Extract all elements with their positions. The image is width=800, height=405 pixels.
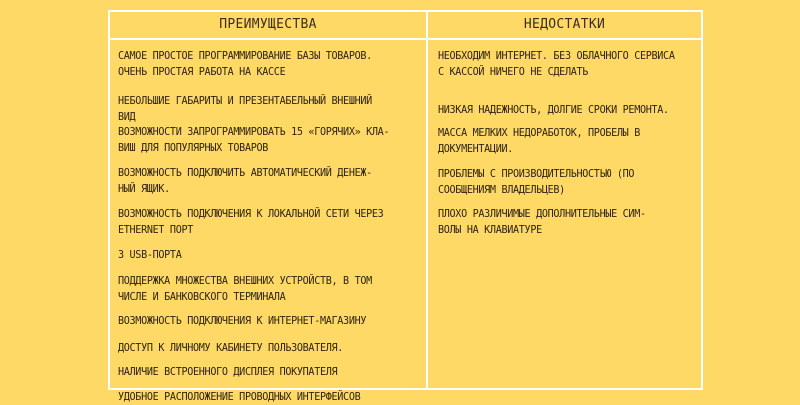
advantage-item: УДОБНОЕ РАСПОЛОЖЕНИЕ ПРОВОДНЫХ ИНТЕРФЕЙСОВ xyxy=(118,390,361,403)
disadvantage-item: НЕОБХОДИМ ИНТЕРНЕТ. БЕЗ ОБЛАЧНОГО СЕРВИСА С КАССОЙ НИЧЕГО НЕ СДЕЛАТЬ xyxy=(438,49,675,78)
disadvantages-column xyxy=(438,40,696,388)
advantage-item: ВОЗМОЖНОСТЬ ПОДКЛЮЧЕНИЯ К ИНТЕРНЕТ-МАГАЗИНУ xyxy=(118,314,367,327)
advantage-item: САМОЕ ПРОСТОЕ ПРОГРАММИРОВАНИЕ БАЗЫ ТОВАРОВ. ОЧЕНЬ ПРОСТАЯ РАБОТА НА КАССЕ xyxy=(118,49,372,78)
disadvantage-item: МАССА МЕЛКИХ НЕДОРАБОТОК, ПРОБЕЛЫ В ДОКУМЕНТАЦИИ. xyxy=(438,126,640,155)
column-divider xyxy=(426,12,428,388)
advantage-item: НАЛИЧИЕ ВСТРОЕННОГО ДИСПЛЕЯ ПОКУПАТЕЛЯ xyxy=(118,365,338,378)
disadvantages-list xyxy=(438,40,696,388)
advantage-item: ДОСТУП К ЛИЧНОМУ КАБИНЕТУ ПОЛЬЗОВАТЕЛЯ. xyxy=(118,341,344,354)
disadvantage-item: ПРОБЛЕМЫ С ПРОИЗВОДИТЕЛЬНОСТЬЮ (ПО СООБЩЕНИЯМ ВЛАДЕЛЬЦЕВ) xyxy=(438,167,635,196)
advantages-header: ПРЕИМУЩЕСТВА xyxy=(219,17,317,32)
advantage-item: 3 USB-ПОРТА xyxy=(118,248,182,261)
disadvantages-header: НЕДОСТАТКИ xyxy=(523,17,606,32)
advantage-item: ВОЗМОЖНОСТЬ ПОДКЛЮЧИТЬ АВТОМАТИЧЕСКИЙ ДЕНЕЖ- НЫЙ ЯЩИК. xyxy=(118,166,372,195)
pros-cons-table xyxy=(108,10,703,403)
advantage-item: ВОЗМОЖНОСТЬ ПОДКЛЮЧЕНИЯ К ЛОКАЛЬНОЙ СЕТИ ЧЕРЕЗ ETHERNET ПОРТ xyxy=(118,207,384,236)
table-header-row xyxy=(110,12,701,40)
advantage-item: НЕБОЛЬШИЕ ГАБАРИТЫ И ПРЕЗЕНТАБЕЛЬНЫЙ ВНЕШНИЙ ВИД xyxy=(118,94,372,123)
disadvantage-item: ПЛОХО РАЗЛИЧИМЫЕ ДОПОЛНИТЕЛЬНЫЕ СИМ- ВОЛЫ НА КЛАВИАТУРЕ xyxy=(438,207,646,236)
disadvantage-item: НИЗКАЯ НАДЕЖНОСТЬ, ДОЛГИЕ СРОКИ РЕМОНТА. xyxy=(438,103,669,116)
advantage-item: ВОЗМОЖНОСТИ ЗАПРОГРАММИРОВАТЬ 15 «ГОРЯЧИХ» КЛА- ВИШ ДЛЯ ПОПУЛЯРНЫХ ТОВАРОВ xyxy=(118,125,390,154)
advantages-list xyxy=(118,40,418,403)
advantage-item: ПОДДЕРЖКА МНОЖЕСТВА ВНЕШНИХ УСТРОЙСТВ, В ТОМ ЧИСЛЕ И БАНКОВСКОГО ТЕРМИНАЛА xyxy=(118,274,372,303)
advantages-column xyxy=(118,40,418,403)
